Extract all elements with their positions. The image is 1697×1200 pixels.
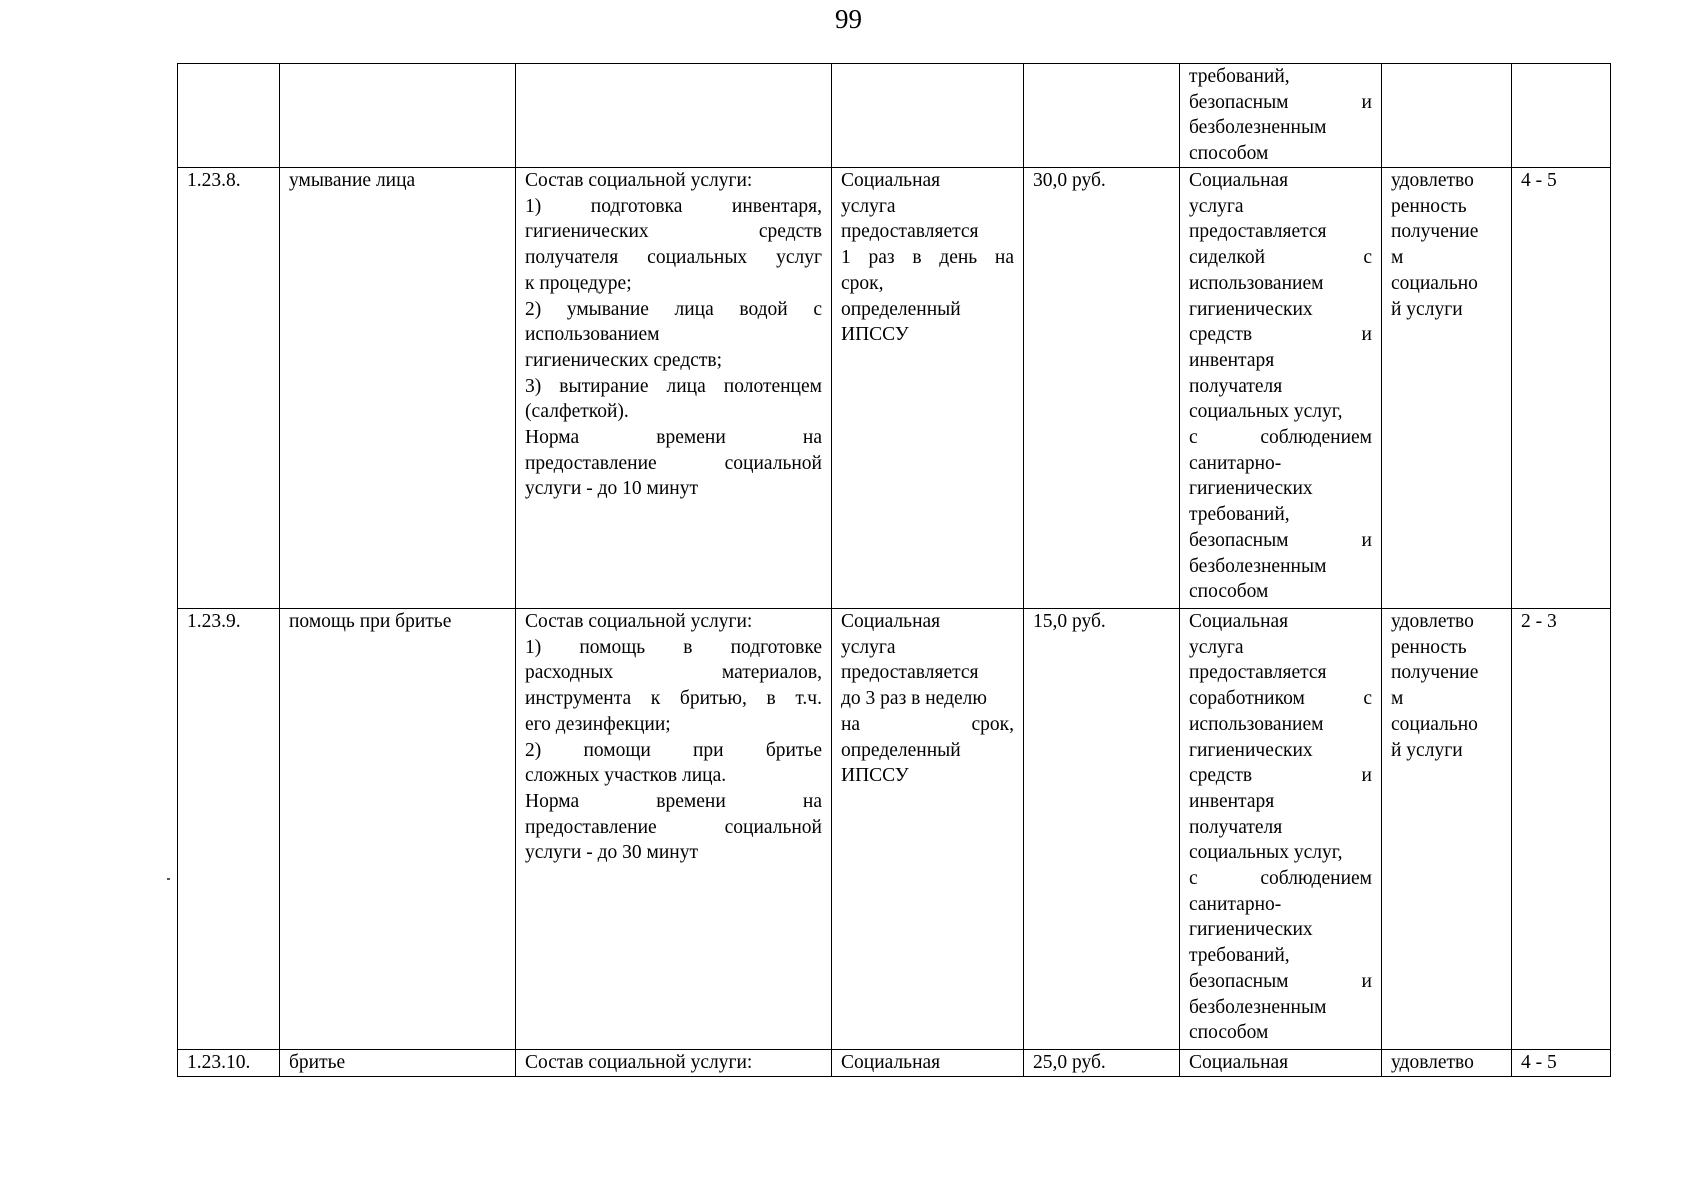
cell-text-line: предоставляется	[1189, 662, 1327, 684]
service-content-cell	[516, 1050, 832, 1077]
table-row	[178, 609, 1611, 1050]
cell-text-line: гигиенических	[1189, 478, 1313, 500]
service-number-cell	[178, 1050, 280, 1077]
cell-text-line: 2) умывание лица водой с	[525, 298, 822, 320]
cell-text-line: ренность	[1391, 636, 1467, 658]
cell-text-line: способом	[1189, 1022, 1269, 1044]
cell-text-line: ренность	[1391, 195, 1467, 217]
cell-text-line: услуги - до 30 минут	[525, 842, 698, 864]
cell-text-line: ИПССУ	[841, 324, 909, 346]
cell-text-line: гигиенических средств;	[525, 349, 723, 371]
service-indicators-cell	[1382, 609, 1512, 1050]
cell-text-line: Социальная	[1189, 170, 1289, 191]
cell-text-line: услуга	[1189, 636, 1244, 658]
cell-text-line: Состав социальной услуги:	[525, 170, 753, 191]
cell-text-line: ИПССУ	[841, 765, 909, 787]
cell-text-line: гигиенических	[1189, 739, 1313, 761]
service-conditions-cell	[1180, 64, 1382, 168]
cell-text-line: способом	[1189, 143, 1269, 165]
cell-text-line: требований,	[1189, 504, 1290, 526]
cell-text-line: до 3 раз в неделю	[841, 688, 987, 710]
cell-text-line: инструмента к бритью, в т.ч.	[525, 688, 822, 710]
service-frequency-cell	[832, 168, 1024, 609]
table-row	[178, 168, 1611, 609]
cell-text-line: средств и	[1189, 324, 1372, 346]
service-conditions-cell	[1180, 609, 1382, 1050]
cell-text-line: получение	[1391, 221, 1479, 243]
cell-text-line: его дезинфекции;	[525, 713, 671, 735]
cell-text-line: й услуги	[1391, 298, 1463, 320]
cell-text-line: Социальная	[1189, 611, 1289, 632]
cell-text-line: удовлетво	[1391, 611, 1474, 632]
cell-text-line: 1) помощь в подготовке	[525, 636, 822, 658]
cell-text-line: на срок,	[841, 713, 1014, 735]
page-number: 99	[835, 4, 862, 34]
services-table	[177, 63, 1611, 1077]
cell-text-line: использованием	[1189, 272, 1324, 294]
service-content-cell	[516, 168, 832, 609]
cell-text-line: инвентаря	[1189, 349, 1275, 371]
cell-text-line: инвентаря	[1189, 790, 1275, 812]
cell-text-line: получателя	[1189, 375, 1283, 397]
service-rating-cell	[1512, 609, 1611, 1050]
service-price-cell	[1024, 1050, 1180, 1077]
service-name-cell	[280, 1050, 516, 1077]
cell-text-line: безболезненным	[1189, 555, 1327, 577]
cell-text-line: Состав социальной услуги:	[525, 611, 753, 632]
table-row	[178, 1050, 1611, 1077]
service-frequency-cell	[832, 64, 1024, 168]
cell-text-line: соработником с	[1189, 688, 1372, 710]
cell-text-line: Социальная	[841, 611, 941, 632]
cell-text-line: бритье	[289, 1052, 346, 1073]
cell-text-line: предоставляется	[1189, 221, 1327, 243]
cell-text-line: расходных материалов,	[525, 662, 822, 684]
cell-text-line: социальных услуг,	[1189, 401, 1343, 423]
cell-text-line: сложных участков лица.	[525, 765, 727, 787]
cell-text-line: 1.23.8.	[187, 170, 241, 191]
cell-text-line: предоставление социальной	[525, 452, 822, 474]
cell-text-line: средств и	[1189, 765, 1372, 787]
service-content-cell	[516, 609, 832, 1050]
cell-text-line: с соблюдением	[1189, 427, 1372, 449]
cell-text-line: Социальная	[841, 1052, 941, 1073]
cell-text-line: 25,0 руб.	[1033, 1052, 1106, 1073]
service-conditions-cell	[1180, 1050, 1382, 1077]
cell-text-line: услуга	[841, 636, 896, 658]
cell-text-line: помощь при бритье	[289, 611, 452, 632]
cell-text-line: Социальная	[841, 170, 941, 191]
service-content-cell	[516, 64, 832, 168]
cell-text-line: определенный	[841, 739, 961, 761]
table-row	[178, 64, 1611, 168]
cell-text-line: социально	[1391, 713, 1478, 735]
scan-artifact	[167, 878, 170, 880]
cell-text-line: услуга	[841, 195, 896, 217]
cell-text-line: безболезненным	[1189, 996, 1327, 1018]
cell-text-line: способом	[1189, 581, 1269, 603]
service-price-cell	[1024, 64, 1180, 168]
service-name-cell	[280, 609, 516, 1050]
service-indicators-cell	[1382, 168, 1512, 609]
service-indicators-cell	[1382, 64, 1512, 168]
cell-text-line: (салфеткой).	[525, 401, 629, 423]
cell-text-line: м	[1391, 247, 1404, 269]
cell-text-line: безопасным и	[1189, 91, 1372, 113]
service-rating-cell	[1512, 1050, 1611, 1077]
cell-text-line: срок,	[841, 272, 884, 294]
cell-text-line: гигиенических средств	[525, 221, 822, 243]
cell-text-line: социально	[1391, 272, 1478, 294]
service-price-cell	[1024, 609, 1180, 1050]
service-number-cell	[178, 168, 280, 609]
cell-text-line: получателя	[1189, 816, 1283, 838]
cell-text-line: 1) подготовка инвентаря,	[525, 195, 822, 217]
cell-text-line: й услуги	[1391, 739, 1463, 761]
cell-text-line: санитарно-	[1189, 893, 1282, 915]
cell-text-line: требований,	[1189, 66, 1290, 87]
cell-text-line: с соблюдением	[1189, 868, 1372, 890]
cell-text-line: м	[1391, 688, 1404, 710]
cell-text-line: услуги - до 10 минут	[525, 478, 698, 500]
cell-text-line: услуга	[1189, 195, 1244, 217]
service-rating-cell	[1512, 168, 1611, 609]
cell-text-line: предоставляется	[841, 221, 979, 243]
cell-text-line: сиделкой с	[1189, 247, 1372, 269]
service-number-cell	[178, 609, 280, 1050]
service-frequency-cell	[832, 609, 1024, 1050]
cell-text-line: к процедуре;	[525, 272, 632, 294]
cell-text-line: требований,	[1189, 945, 1290, 967]
cell-text-line: гигиенических	[1189, 919, 1313, 941]
service-number-cell	[178, 64, 280, 168]
cell-text-line: удовлетво	[1391, 1052, 1474, 1073]
cell-text-line: безболезненным	[1189, 117, 1327, 139]
cell-text-line: Норма времени на	[525, 427, 822, 449]
cell-text-line: Норма времени на	[525, 790, 822, 812]
cell-text-line: санитарно-	[1189, 452, 1282, 474]
cell-text-line: получателя социальных услуг	[525, 247, 822, 269]
cell-text-line: умывание лица	[289, 170, 416, 191]
cell-text-line: Социальная	[1189, 1052, 1289, 1073]
cell-text-line: 1.23.10.	[187, 1052, 251, 1073]
cell-text-line: безопасным и	[1189, 970, 1372, 992]
cell-text-line: 4 - 5	[1521, 170, 1557, 191]
cell-text-line: Состав социальной услуги:	[525, 1052, 753, 1073]
service-conditions-cell	[1180, 168, 1382, 609]
service-price-cell	[1024, 168, 1180, 609]
cell-text-line: предоставляется	[841, 662, 979, 684]
cell-text-line: 15,0 руб.	[1033, 611, 1106, 632]
cell-text-line: предоставление социальной	[525, 816, 822, 838]
service-name-cell	[280, 168, 516, 609]
cell-text-line: получение	[1391, 662, 1479, 684]
service-frequency-cell	[832, 1050, 1024, 1077]
cell-text-line: 1 раз в день на	[841, 247, 1014, 269]
service-indicators-cell	[1382, 1050, 1512, 1077]
cell-text-line: 4 - 5	[1521, 1052, 1557, 1073]
cell-text-line: 1.23.9.	[187, 611, 241, 632]
cell-text-line: 2) помощи при бритье	[525, 739, 822, 761]
cell-text-line: 2 - 3	[1521, 611, 1557, 632]
service-rating-cell	[1512, 64, 1611, 168]
cell-text-line: определенный	[841, 298, 961, 320]
cell-text-line: социальных услуг,	[1189, 842, 1343, 864]
cell-text-line: безопасным и	[1189, 529, 1372, 551]
cell-text-line: удовлетво	[1391, 170, 1474, 191]
cell-text-line: использованием	[1189, 713, 1324, 735]
cell-text-line: 30,0 руб.	[1033, 170, 1106, 191]
service-name-cell	[280, 64, 516, 168]
cell-text-line: 3) вытирание лица полотенцем	[525, 375, 822, 397]
cell-text-line: использованием	[525, 324, 660, 346]
cell-text-line: гигиенических	[1189, 298, 1313, 320]
